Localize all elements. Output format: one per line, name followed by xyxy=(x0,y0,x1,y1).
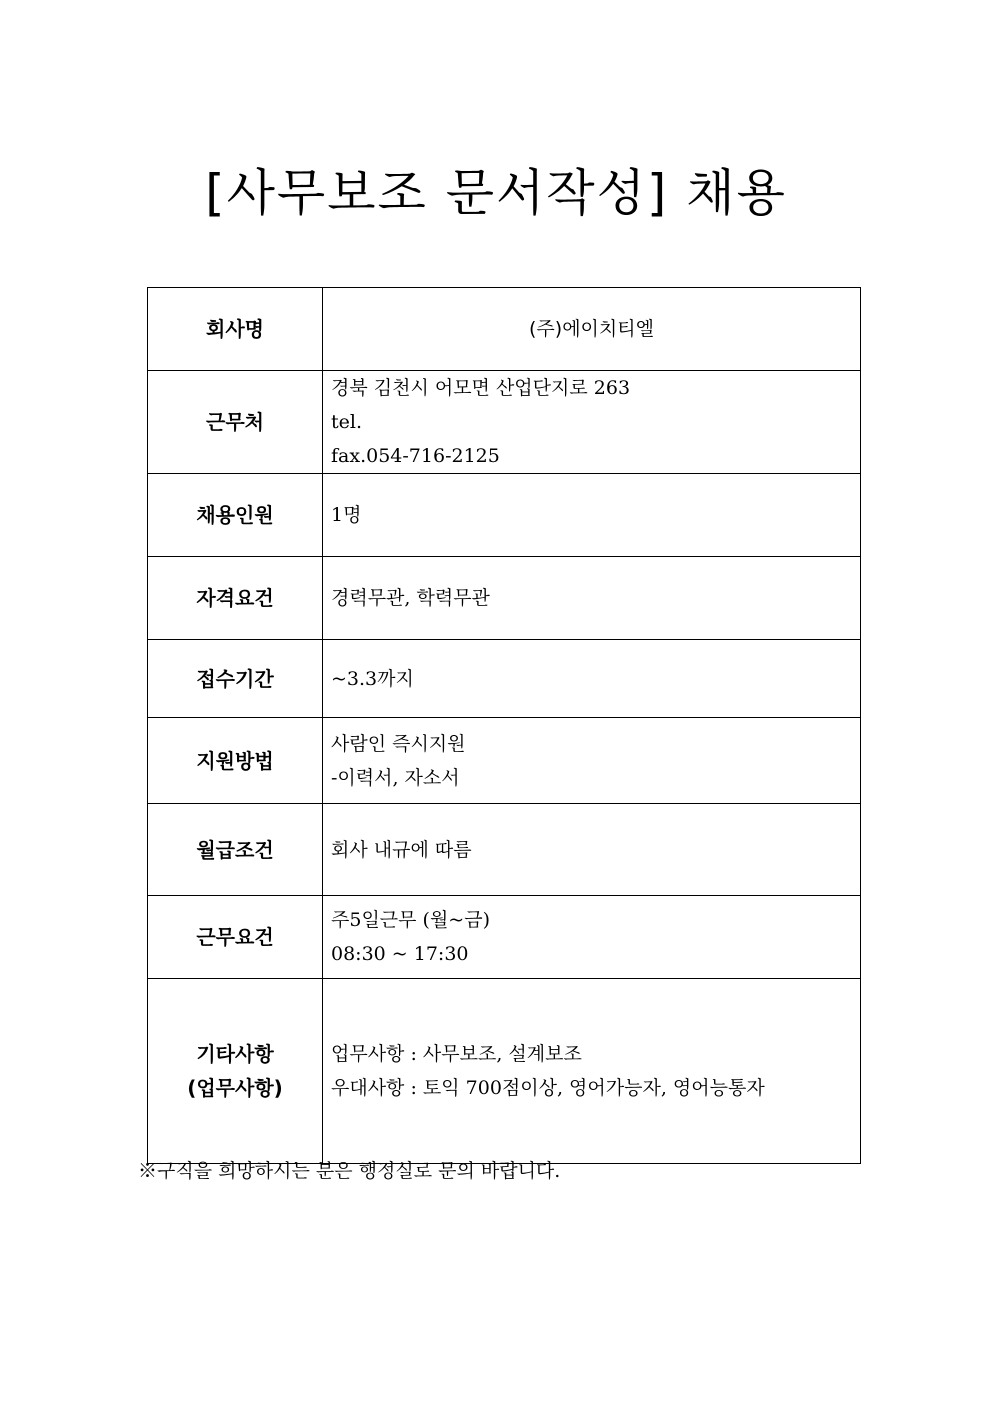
value-application-method: 사람인 즉시지원 -이력서, 자소서 xyxy=(323,718,861,804)
table-row-company xyxy=(148,288,861,371)
table-row-application-method xyxy=(148,718,861,804)
table-row-application-period xyxy=(148,640,861,718)
job-info-table xyxy=(147,287,861,1164)
table-row-work-conditions xyxy=(148,896,861,979)
value-application-period: ~3.3까지 xyxy=(323,640,861,718)
label-application-method: 지원방법 xyxy=(148,718,323,804)
value-qualifications: 경력무관, 학력무관 xyxy=(323,557,861,640)
label-work-conditions: 근무요건 xyxy=(148,896,323,979)
table-row-headcount xyxy=(148,474,861,557)
value-company-name: (주)에이치티엘 xyxy=(323,288,861,371)
value-other: 업무사항 : 사무보조, 설계보조 우대사항 : 토익 700점이상, 영어가능자, 영어능통자 xyxy=(323,979,861,1164)
value-salary: 회사 내규에 따름 xyxy=(323,804,861,896)
value-headcount: 1명 xyxy=(323,474,861,557)
table-row-other xyxy=(148,979,861,1164)
label-salary: 월급조건 xyxy=(148,804,323,896)
value-work-conditions: 주5일근무 (월~금) 08:30 ~ 17:30 xyxy=(323,896,861,979)
workplace-address: 경북 김천시 어모면 산업단지로 263 xyxy=(331,377,631,399)
label-other: 기타사항 (업무사항) xyxy=(148,979,323,1164)
workplace-fax: fax.054-716-2125 xyxy=(331,445,500,467)
label-company-name: 회사명 xyxy=(148,288,323,371)
label-headcount: 채용인원 xyxy=(148,474,323,557)
label-qualifications: 자격요건 xyxy=(148,557,323,640)
table-row-qualifications xyxy=(148,557,861,640)
label-workplace: 근무처 xyxy=(148,371,323,474)
table-row-workplace xyxy=(148,371,861,474)
page-title: [사무보조 문서작성] 채용 xyxy=(205,164,787,222)
label-application-period: 접수기간 xyxy=(148,640,323,718)
value-workplace xyxy=(323,371,861,474)
table-row-salary xyxy=(148,804,861,896)
footnote: ※구직을 희망하시는 분은 행정실로 문의 바랍니다. xyxy=(138,1160,561,1182)
workplace-tel: tel. xyxy=(331,411,362,433)
